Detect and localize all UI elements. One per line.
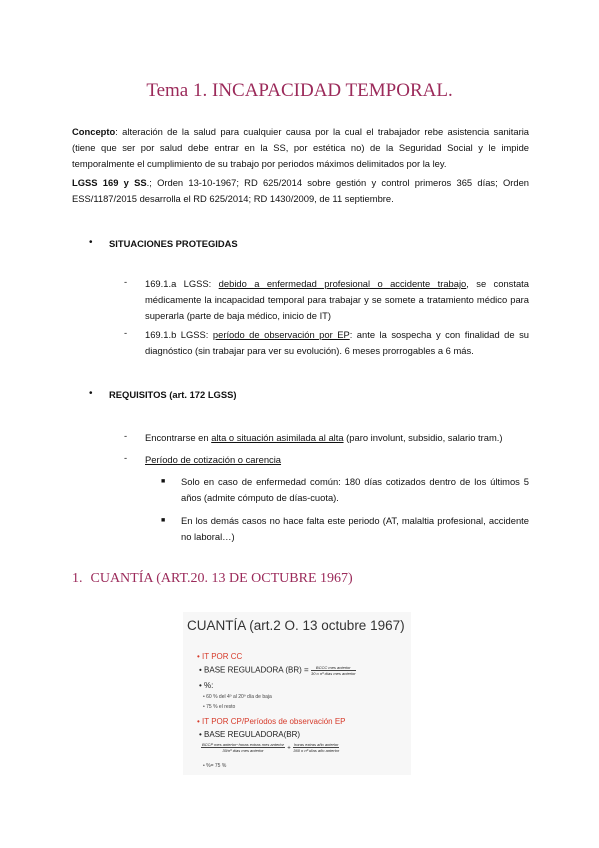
square-bullet-icon: ■ (161, 478, 166, 485)
section-heading: 1. CUANTÍA (ART.20. 13 DE OCTUBRE 1967) (72, 571, 353, 586)
requisito-item: Período de cotización o carencia (145, 454, 282, 465)
requisito-subitem: En los demás casos no hace falta este periodo (AT, malaltia profesional, accidente no laboral…) (181, 515, 529, 542)
normativa-label: LGSS 169 y SS (72, 177, 147, 188)
cuantia-image (183, 612, 411, 775)
bullet-icon: • (89, 388, 93, 399)
requisito-item: Encontrarse en alta o situación asimilada al alta (paro involunt, subsidio, salario tram.) (145, 432, 503, 443)
situacion-item: 169.1.b LGSS: período de observación por EP: ante la sospecha y con finalidad de su diagnóstico (sin trabajar para ver su evolución). 6 meses prorrogables a 6 más. (145, 329, 529, 356)
image-formula-2: $\frac{\text{BCCP mes anterior−horas extras mes anterior}}{\text{30/nº días mes anterior}}$ + $\frac{\text{horas extras año anterior}}{\text{360 o nº días año anterior}}$ (202, 742, 340, 753)
fraction: $\frac{\text{horas extras año anterior}}{\text{360 o nº días año anterior}}$ (293, 742, 340, 753)
requisitos-heading: REQUISITOS (art. 172 LGSS) (109, 389, 237, 400)
image-p2: • 75 % el resto (203, 704, 236, 710)
square-bullet-icon: ■ (161, 517, 166, 524)
image-base-reguladora-2: • BASE REGULADORA(BR) (199, 730, 301, 739)
normativa-text: .; Orden 13-10-1967; RD 625/2014 sobre gestión y control primeros 365 días; Orden ESS/1187/2015 desarrolla el RD 625/2014; RD 1430/2009, de 11 septiembre. (72, 177, 529, 204)
situacion-item: 169.1.a LGSS: debido a enfermedad profesional o accidente trabajo, se constata médicamente la incapacidad temporal para trabajar y se somete a tratamiento médico para superarla (parte de baja médico, inicio de IT) (145, 278, 530, 321)
normativa-paragraph (72, 175, 529, 207)
dash-icon: - (124, 276, 128, 287)
image-percent: • %: (199, 681, 214, 690)
dash-icon: - (124, 430, 128, 441)
image-p3: • %= 75 % (203, 763, 227, 769)
dash-icon: - (124, 452, 128, 463)
dash-icon: - (124, 327, 128, 338)
concepto-paragraph (72, 124, 529, 172)
image-title: CUANTÍA (art.2 O. 13 octubre 1967) (187, 618, 405, 633)
concepto-text: : alteración de la salud para cualquier causa por la cual el trabajador rebe asistencia sanitaria (tiene que ser por salud debe entrar en la SS, por estética no) de la Seguridad Social y le impide temporalmente el cumplimiento de su trabajo por periodos máximos delimitados por la ley. (72, 126, 529, 169)
fraction: $\frac{\text{BCCC mes anterior}}{\text{30 o nº días mes anterior}}$ (310, 665, 356, 676)
fraction: $\frac{\text{BCCP mes anterior−horas extras mes anterior}}{\text{30/nº días mes anterior}}$ (202, 742, 284, 753)
situaciones-heading: SITUACIONES PROTEGIDAS (109, 238, 238, 249)
bullet-icon: • (89, 237, 93, 248)
concepto-label: Concepto (72, 126, 116, 137)
requisito-subitem: Solo en caso de enfermedad común: 180 días cotizados dentro de los últimos 5 años (admite cómputo de días-cuota). (181, 476, 529, 503)
page-title: Tema 1. INCAPACIDAD TEMPORAL. (146, 80, 453, 101)
image-base-reguladora: • BASE REGULADORA (BR) = $\frac{\text{BCCC mes anterior}}{\text{30 o nº días mes anterior}}$ (199, 665, 356, 676)
image-it-cp: • IT POR CP/Períodos de observación EP (197, 717, 346, 726)
image-p1: • 60 % del 4º al 20º día de baja (203, 694, 272, 700)
image-it-cc: • IT POR CC (197, 652, 243, 661)
